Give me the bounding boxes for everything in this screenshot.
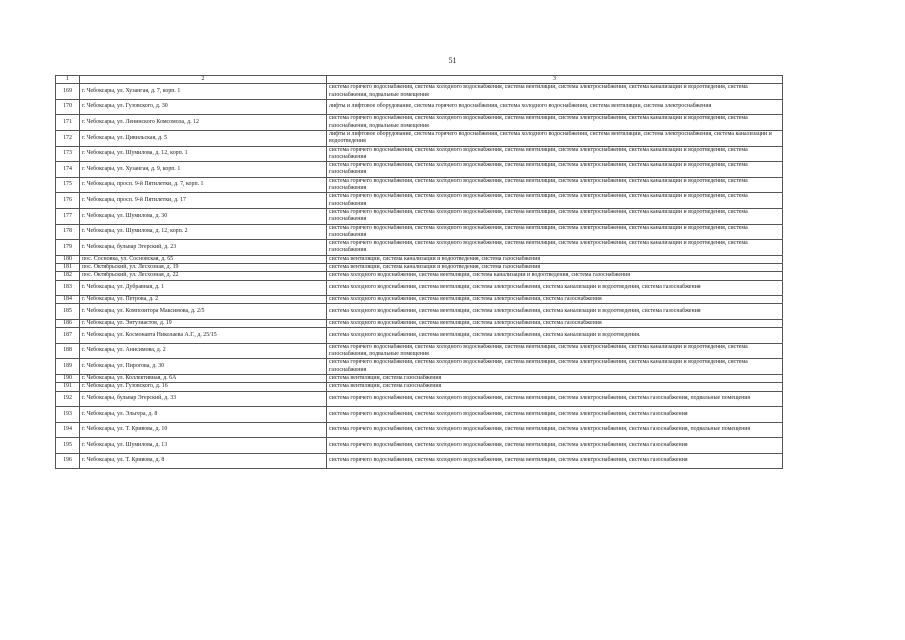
table-row <box>56 177 783 193</box>
row-systems: система горячего водоснабжения, система холодного водоснабжения, система вентиляции, система электроснабжения, система газоснабжения <box>327 438 783 454</box>
row-number: 196 <box>56 453 80 469</box>
row-number: 178 <box>56 224 80 240</box>
row-systems: система горячего водоснабжения, система холодного водоснабжения, система вентиляции, система электроснабжения, система канализации и водоотведения, система газоснабжения <box>327 224 783 240</box>
table-row <box>56 374 783 382</box>
row-number: 171 <box>56 115 80 131</box>
row-number: 174 <box>56 162 80 178</box>
row-address: г. Чебоксары, ул. Эльгера, д. 8 <box>80 407 327 423</box>
row-systems: лифты и лифтовое оборудование, система горячего водоснабжения, система холодного водоснабжения, система вентиляции, система электроснабжения <box>327 99 783 115</box>
row-systems: система холодного водоснабжения, система вентиляции, система электроснабжения, система газоснабжения <box>327 319 783 327</box>
table-row <box>56 255 783 263</box>
table-row <box>56 422 783 438</box>
houses-table-body <box>56 76 783 469</box>
table-row <box>56 193 783 209</box>
row-address: г. Чебоксары, ул. Космонавта Николаева А.Г., д. 25/15 <box>80 328 327 344</box>
houses-table <box>55 75 783 469</box>
page-number: 51 <box>448 56 457 65</box>
row-address: г. Чебоксары, ул. Хузангая, д. 9, корп. 1 <box>80 162 327 178</box>
row-systems: система горячего водоснабжения, система холодного водоснабжения, система вентиляции, система электроснабжения, система канализации и водоотведения, система газоснабжения <box>327 193 783 209</box>
row-address: г. Чебоксары, ул. Коллективная, д. 6А <box>80 374 327 382</box>
row-number: 184 <box>56 296 80 304</box>
row-address: г. Чебоксары, ул. Шумилова, д. 12, корп. 1 <box>80 146 327 162</box>
row-number: 181 <box>56 264 80 272</box>
table-row <box>56 99 783 115</box>
row-systems: система горячего водоснабжения, система холодного водоснабжения, система вентиляции, система электроснабжения, система канализации и водоотведения, система газоснабжения, подвальные помещения <box>327 84 783 100</box>
row-number: 188 <box>56 343 80 359</box>
row-number: 193 <box>56 407 80 423</box>
row-address: г. Чебоксары, ул. Энтузиастов, д. 19 <box>80 319 327 327</box>
table-row <box>56 280 783 296</box>
row-address: г. Чебоксары, ул. Гузовского, д. 30 <box>80 99 327 115</box>
table-row <box>56 407 783 423</box>
row-address: г. Чебоксары, ул. Ленинского Комсомола, д. 12 <box>80 115 327 131</box>
row-number: 190 <box>56 374 80 382</box>
row-systems: система вентиляции, система газоснабжения <box>327 383 783 391</box>
row-address: г. Чебоксары, ул. Т. Кривова, д. 10 <box>80 422 327 438</box>
row-number: 182 <box>56 272 80 280</box>
table-row <box>56 453 783 469</box>
row-number: 170 <box>56 99 80 115</box>
row-number: 180 <box>56 255 80 263</box>
table-row <box>56 264 783 272</box>
row-number: 175 <box>56 177 80 193</box>
row-systems: система вентиляции, система газоснабжения <box>327 374 783 382</box>
row-systems: система горячего водоснабжения, система холодного водоснабжения, система вентиляции, система электроснабжения, система канализации и водоотведения, система газоснабжения <box>327 359 783 375</box>
row-number: 179 <box>56 240 80 256</box>
row-systems: система горячего водоснабжения, система холодного водоснабжения, система вентиляции, система электроснабжения, система газоснабжения, подвальные помещения <box>327 391 783 407</box>
table-row <box>56 224 783 240</box>
row-address: г. Чебоксары, ул. Гузовского, д. 16 <box>80 383 327 391</box>
row-systems: система холодного водоснабжения, система вентиляции, система электроснабжения, система канализации и водоотведения, система газоснабжения <box>327 304 783 320</box>
row-number: 177 <box>56 208 80 224</box>
row-systems: система холодного водоснабжения, система вентиляции, система канализации и водоотведения, система газоснабжения <box>327 272 783 280</box>
row-number: 186 <box>56 319 80 327</box>
row-address: пос. Октябрьский, ул. Лесхозная, д. 19 <box>80 264 327 272</box>
row-address: г. Чебоксары, ул. Шумилова, д. 30 <box>80 208 327 224</box>
header-row <box>56 76 783 84</box>
row-systems: система горячего водоснабжения, система холодного водоснабжения, система вентиляции, система электроснабжения, система газоснабжения, подвальные помещения <box>327 422 783 438</box>
table-row <box>56 208 783 224</box>
row-systems: система холодного водоснабжения, система вентиляции, система электроснабжения, система газоснабжения <box>327 296 783 304</box>
row-number: 183 <box>56 280 80 296</box>
row-address: г. Чебоксары, ул. Шумилова, д. 13 <box>80 438 327 454</box>
row-systems: система горячего водоснабжения, система холодного водоснабжения, система вентиляции, система электроснабжения, система канализации и водоотведения, система газоснабжения <box>327 146 783 162</box>
row-address: г. Чебоксары, ул. Композитора Максимова, д. 2/5 <box>80 304 327 320</box>
row-address: г. Чебоксары, просп. 9-й Пятилетки, д. 7, корп. 1 <box>80 177 327 193</box>
table-row <box>56 359 783 375</box>
row-systems: система горячего водоснабжения, система холодного водоснабжения, система вентиляции, система электроснабжения, система канализации и водоотведения, система газоснабжения, подвальные помещения <box>327 115 783 131</box>
table-row <box>56 296 783 304</box>
table-row <box>56 343 783 359</box>
table-row <box>56 130 783 146</box>
table-row <box>56 391 783 407</box>
row-systems: система горячего водоснабжения, система холодного водоснабжения, система вентиляции, система электроснабжения, система канализации и водоотведения, система газоснабжения <box>327 162 783 178</box>
row-address: пос. Октябрьский, ул. Лесхозная, д. 22 <box>80 272 327 280</box>
row-number: 187 <box>56 328 80 344</box>
row-address: г. Чебоксары, ул. Хузангая, д. 7, корп. 1 <box>80 84 327 100</box>
row-address: г. Чебоксары, бульвар Эгерский, д. 33 <box>80 391 327 407</box>
header-col-number: 1 <box>56 76 80 84</box>
header-col-systems: 3 <box>327 76 783 84</box>
table-row <box>56 146 783 162</box>
row-address: г. Чебоксары, ул. Цивильская, д. 5 <box>80 130 327 146</box>
row-address: г. Чебоксары, ул. Анисимова, д. 2 <box>80 343 327 359</box>
table-row <box>56 240 783 256</box>
row-number: 173 <box>56 146 80 162</box>
row-systems: система вентиляции, система канализации и водоотведения, система газоснабжения <box>327 264 783 272</box>
table-row <box>56 383 783 391</box>
table-row <box>56 162 783 178</box>
row-systems: лифты и лифтовое оборудование, система горячего водоснабжения, система холодного водоснабжения, система вентиляции, система электроснабжения, система канализации и водоотведения <box>327 130 783 146</box>
row-address: г. Чебоксары, просп. 9-й Пятилетки, д. 17 <box>80 193 327 209</box>
row-address: г. Чебоксары, ул. Пирогова, д. 30 <box>80 359 327 375</box>
row-systems: система холодного водоснабжения, система вентиляции, система электроснабжения, система канализации и водоотведения, система газоснабжения <box>327 280 783 296</box>
row-number: 185 <box>56 304 80 320</box>
table-row <box>56 272 783 280</box>
table-row <box>56 304 783 320</box>
row-address: пос. Сосновка, ул. Сосновская, д. 65 <box>80 255 327 263</box>
row-number: 176 <box>56 193 80 209</box>
row-address: г. Чебоксары, ул. Петрова, д. 2 <box>80 296 327 304</box>
table-row <box>56 319 783 327</box>
table-row <box>56 115 783 131</box>
row-address: г. Чебоксары, бульвар Эгерский, д. 23 <box>80 240 327 256</box>
row-address: г. Чебоксары, ул. Дубравная, д. 1 <box>80 280 327 296</box>
row-systems: система горячего водоснабжения, система холодного водоснабжения, система вентиляции, система электроснабжения, система газоснабжения <box>327 453 783 469</box>
row-systems: система вентиляции, система канализации и водоотведения, система газоснабжения <box>327 255 783 263</box>
row-number: 192 <box>56 391 80 407</box>
table-row <box>56 328 783 344</box>
row-number: 169 <box>56 84 80 100</box>
row-address: г. Чебоксары, ул. Шумилова, д. 12, корп. 2 <box>80 224 327 240</box>
row-systems: система холодного водоснабжения, система вентиляции, система электроснабжения, система канализации и водоотведения. <box>327 328 783 344</box>
row-number: 191 <box>56 383 80 391</box>
table-row <box>56 84 783 100</box>
row-number: 195 <box>56 438 80 454</box>
row-number: 194 <box>56 422 80 438</box>
row-number: 172 <box>56 130 80 146</box>
row-systems: система горячего водоснабжения, система холодного водоснабжения, система вентиляции, система электроснабжения, система канализации и водоотведения, система газоснабжения <box>327 240 783 256</box>
table-row <box>56 438 783 454</box>
header-col-address: 2 <box>80 76 327 84</box>
row-address: г. Чебоксары, ул. Т. Кривова, д. 8 <box>80 453 327 469</box>
row-number: 189 <box>56 359 80 375</box>
row-systems: система горячего водоснабжения, система холодного водоснабжения, система вентиляции, система электроснабжения, система канализации и водоотведения, система газоснабжения, подвальные помещения <box>327 343 783 359</box>
row-systems: система горячего водоснабжения, система холодного водоснабжения, система вентиляции, система электроснабжения, система канализации и водоотведения, система газоснабжения <box>327 177 783 193</box>
row-systems: система горячего водоснабжения, система холодного водоснабжения, система вентиляции, система электроснабжения, система канализации и водоотведения, система газоснабжения <box>327 208 783 224</box>
row-systems: система горячего водоснабжения, система холодного водоснабжения, система вентиляции, система электроснабжения, система газоснабжения <box>327 407 783 423</box>
